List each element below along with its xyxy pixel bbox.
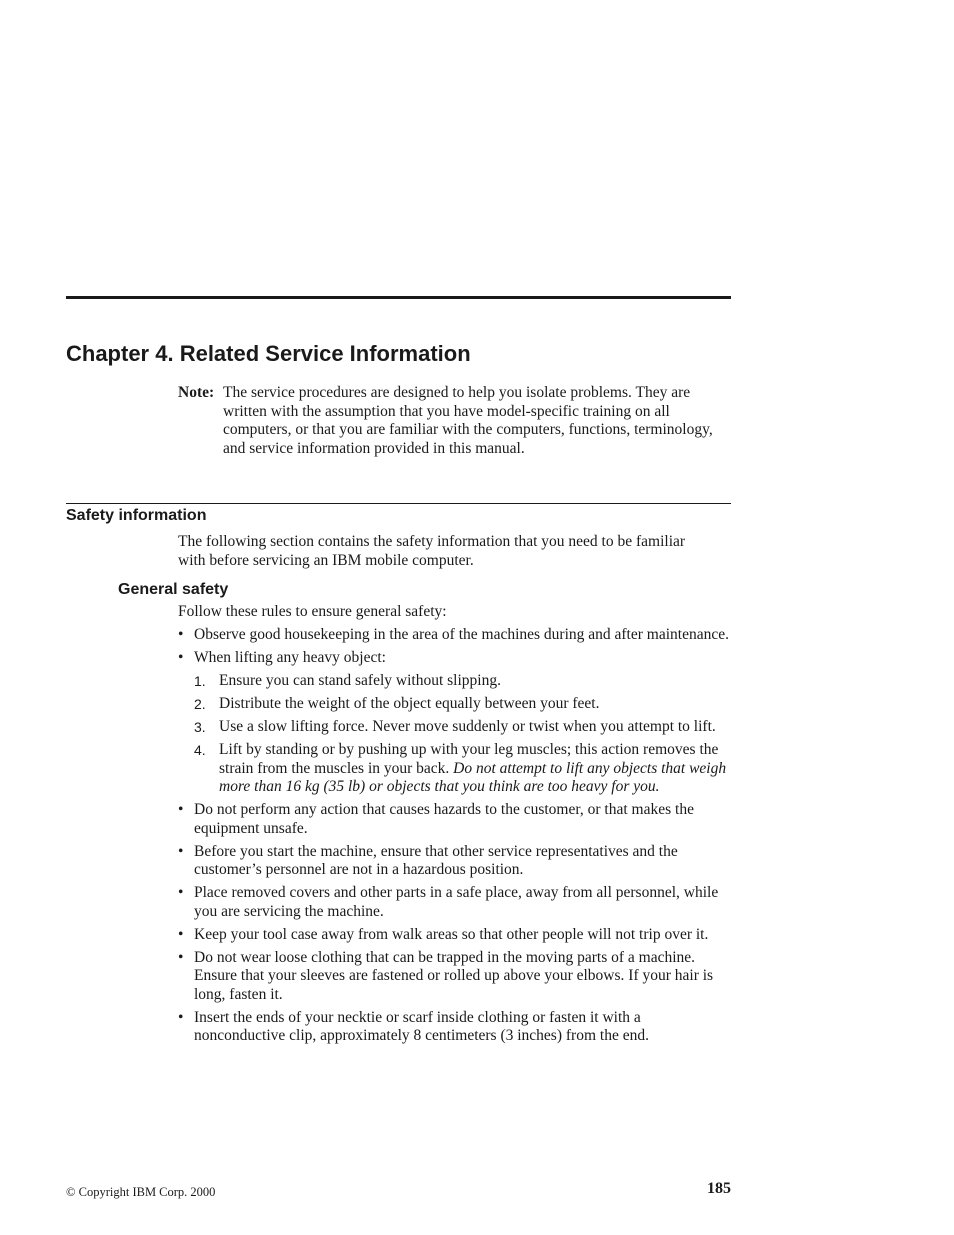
step-text: Distribute the weight of the object equally between your feet. — [219, 695, 600, 712]
list-item — [178, 926, 734, 945]
step-number: 4. — [194, 742, 206, 758]
list-item — [178, 843, 734, 880]
note-text: The service procedures are designed to help you isolate problems. They are written with the assumption that you have model-specific training on all computers, or that you are familiar with the computers, functions, terminology, and service information provided in this manual. — [223, 384, 713, 457]
bullet-glyph: • — [178, 842, 184, 860]
step-text: Use a slow lifting force. Never move suddenly or twist when you attempt to lift. — [219, 718, 716, 735]
step-number: 3. — [194, 719, 206, 735]
step-item — [194, 718, 734, 737]
step-warning: Do not attempt to lift any objects that weigh more than 16 kg (35 lb) or objects that you think are too heavy for you. — [219, 759, 727, 795]
safety-heading: Safety information — [66, 507, 207, 524]
list-item-text: Keep your tool case away from walk areas so that other people will not trip over it. — [194, 925, 709, 943]
list-item — [178, 626, 734, 645]
list-item — [178, 649, 734, 797]
bullet-glyph: • — [178, 626, 184, 643]
note-label: Note: — [178, 384, 215, 401]
list-item-text: Insert the ends of your necktie or scarf inside clothing or fasten it with a nonconductive clip, approximately 8 centimeters (3 inches) from the end. — [194, 1008, 649, 1044]
list-item-text: Do not wear loose clothing that can be trapped in the moving parts of a machine. Ensure that your sleeves are fastened or rolled up above your elbows. If your hair is long, fasten it. — [194, 948, 714, 1003]
list-item — [178, 949, 734, 1005]
bullet-glyph: • — [178, 801, 184, 818]
list-item — [178, 1009, 734, 1046]
list-item-text: Before you start the machine, ensure that other service representatives and the customer’s personnel are not in a hazardous position. — [194, 842, 678, 878]
step-item — [194, 741, 734, 797]
general-intro: Follow these rules to ensure general safety: — [178, 603, 447, 620]
chapter-title: Chapter 4. Related Service Information — [66, 341, 471, 366]
chapter-rule — [66, 296, 731, 299]
safety-intro: The following section contains the safety information that you need to be familiar with before servicing an IBM mobile computer. — [178, 533, 686, 569]
rules-list-container — [178, 626, 734, 1050]
step-number: 1. — [194, 673, 206, 689]
bullet-glyph: • — [178, 1008, 184, 1026]
list-item — [178, 884, 734, 921]
step-item — [194, 695, 734, 714]
step-number: 2. — [194, 696, 206, 712]
lifting-steps — [194, 672, 734, 797]
section-rule — [66, 503, 731, 504]
step-item — [194, 672, 734, 691]
list-item — [178, 801, 734, 838]
bullet-glyph: • — [178, 884, 184, 901]
general-heading: General safety — [118, 581, 229, 598]
copyright-notice: © Copyright IBM Corp. 2000 — [66, 1185, 216, 1199]
page-number: 185 — [707, 1180, 731, 1197]
rules-list — [178, 626, 734, 1046]
bullet-glyph: • — [178, 925, 184, 943]
list-item-text: Do not perform any action that causes hazards to the customer, or that makes the equipment unsafe. — [194, 801, 694, 837]
list-item-text: Observe good housekeeping in the area of the machines during and after maintenance. — [194, 626, 729, 643]
bullet-glyph: • — [178, 948, 184, 966]
step-text: Lift by standing or by pushing up with your leg muscles; this action removes the strain from the muscles in your back. — [219, 741, 719, 777]
bullet-glyph: • — [178, 649, 184, 666]
list-item-text: Place removed covers and other parts in a safe place, away from all personnel, while you are servicing the machine. — [194, 884, 719, 920]
step-text: Ensure you can stand safely without slipping. — [219, 672, 501, 689]
list-item-text: When lifting any heavy object: — [194, 649, 386, 666]
